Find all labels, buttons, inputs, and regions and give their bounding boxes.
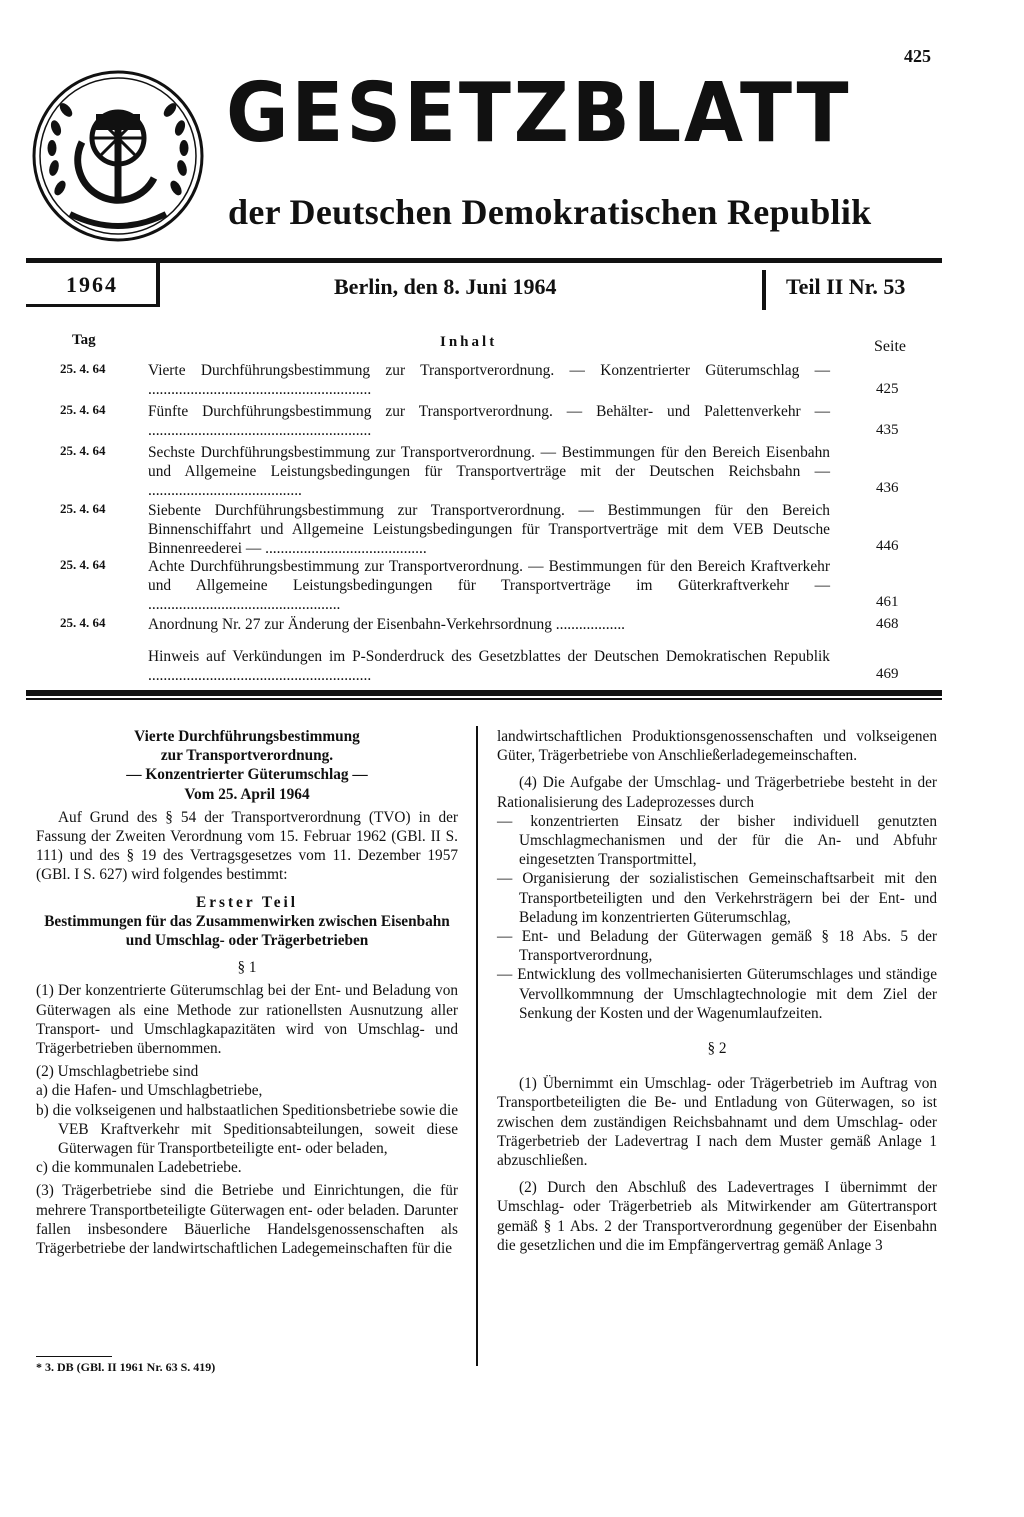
paragraph-continued: landwirtschaftlichen Produktionsgenossenschaften und volkseigenen Güter, Trägerbetriebe von Anschließerladegemeinschaften. bbox=[497, 728, 937, 765]
decree-title-line-2: zur Transportverordnung. bbox=[160, 747, 334, 765]
toc-entry-page: 469 bbox=[876, 666, 899, 682]
right-column bbox=[497, 727, 937, 1255]
toc-entry-page: 425 bbox=[876, 381, 899, 397]
list-item: b) die volkseigenen und halbstaatlichen Speditionsbetriebe sowie die VEB Kraftverkehr mit Speditionsabteilungen, soweit diese Güterwagen für Transportbeteiligte ent- oder beladen, bbox=[36, 1101, 458, 1158]
list-item: a) die Hafen- und Umschlagbetriebe, bbox=[36, 1082, 263, 1100]
toc-entry-title: Fünfte Durchführungsbestimmung zur Transportverordnung. — Behälter- und Palettenverkehr — .......................................................... bbox=[148, 403, 830, 439]
paragraph: (2) Umschlagbetriebe sind bbox=[36, 1063, 199, 1081]
page-number: 425 bbox=[904, 46, 931, 66]
footnote-rule bbox=[36, 1356, 112, 1357]
decree-subtitle: — Konzentrierter Güterumschlag — bbox=[126, 766, 368, 784]
toc-entry-date: 25. 4. 64 bbox=[60, 615, 106, 630]
toc-entry-date: 25. 4. 64 bbox=[60, 361, 106, 376]
toc-bottom-rule bbox=[26, 690, 942, 696]
toc-entry-date: 25. 4. 64 bbox=[60, 402, 106, 417]
list-item: — Entwicklung des vollmechanisierten Güterumschlages und ständige Vervollkommnung der Umschlagtechnologie mit dem Ziel der Senkung der Kosten und der Wagenumlaufzeiten. bbox=[497, 966, 937, 1022]
part-subtitle: Bestimmungen für das Zusammenwirken zwischen Eisenbahn und Umschlag- oder Trägerbetrieben bbox=[44, 912, 450, 950]
column-divider bbox=[476, 726, 478, 1366]
list-item: — Organisierung der sozialistischen Gemeinschaftsarbeit mit den Transportbeteiligten und den Verkehrsträgern bei der Ent- und Beladung im konzentrierten Güterumschlag, bbox=[497, 870, 937, 926]
top-rule bbox=[26, 258, 942, 263]
masthead-title: GESETZBLATT bbox=[226, 66, 852, 161]
toc-entry-page: 468 bbox=[876, 616, 899, 632]
section-heading: § 1 bbox=[237, 959, 257, 977]
toc-entry-title: Sechste Durchführungsbestimmung zur Transportverordnung. — Bestimmungen für den Bereich Eisenbahn und Allgemeine Leistungsbedingungen für Transportverträge mit der Deutschen Reichsbahn — ........................................ bbox=[148, 444, 830, 499]
toc-bottom-rule-thin bbox=[26, 698, 942, 700]
toc-entry-title: Siebente Durchführungsbestimmung zur Transportverordnung. — Bestimmungen für den Bereich Binnenschiffahrt und Allgemeine Leistungsbedingungen für Transportverträge mit dem VEB Deutsche Binnenreederei — .......................................... bbox=[148, 502, 830, 557]
gdr-state-emblem-icon bbox=[30, 68, 206, 244]
list-item: c) die kommunalen Ladebetriebe. bbox=[36, 1159, 242, 1177]
section-heading: § 2 bbox=[707, 1040, 727, 1058]
divider-part bbox=[762, 270, 766, 310]
decree-date: Vom 25. April 1964 bbox=[184, 785, 310, 803]
divider-year bbox=[156, 262, 160, 306]
toc-entry-title: Achte Durchführungsbestimmung zur Transportverordnung. — Bestimmungen für den Bereich Kraftverkehr und Allgemeine Leistungsbedingungen für Transportverträge im Güterkraftverkehr — .................................................. bbox=[148, 558, 830, 613]
part-title: Erster Teil bbox=[196, 893, 298, 911]
paragraph: (2) Durch den Abschluß des Ladevertrages I übernimmt der Umschlag- oder Trägerbetrieb als Mitwirkender am Gütertransport gemäß § 1 Abs. 2 der Transportverordnung gegenüber der Eisenbahn die gesetzlichen und die im Empfängervertrag gemäß Anlage 3 bbox=[497, 1179, 937, 1254]
paragraph: (1) Übernimmt ein Umschlag- oder Trägerbetrieb im Auftrag von Transportbeteiligten die Be- und Entladung von Güterwagen, so ist zwischen dem zuständigen Reichsbahnamt und dem Umschlag- oder Trägerbetrieb der Ladevertrag I nach dem Muster gemäß Anlage 1 abzuschließen. bbox=[497, 1075, 937, 1170]
list-item: — konzentrierten Einsatz der bisher individuell genutzten Umschlagmechanismen und der für die An- und Abfuhr eingesetzten Transportmittel, bbox=[497, 812, 937, 869]
toc-entry-page: 435 bbox=[876, 422, 899, 438]
toc-page-header: Seite bbox=[874, 338, 906, 355]
toc-date-header: Tag bbox=[72, 332, 96, 348]
issue-date: Berlin, den 8. Juni 1964 bbox=[334, 274, 557, 299]
toc-entry-page: 461 bbox=[876, 594, 899, 610]
toc-entry-date: 25. 4. 64 bbox=[60, 557, 106, 572]
footnote: * 3. DB (GBl. II 1961 Nr. 63 S. 419) bbox=[36, 1360, 216, 1374]
toc-entry-title: Anordnung Nr. 27 zur Änderung der Eisenbahn-Verkehrsordnung .................. bbox=[148, 616, 626, 633]
left-column bbox=[36, 727, 458, 1258]
masthead-subtitle: der Deutschen Demokratischen Republik bbox=[228, 192, 872, 232]
toc-entry-page: 446 bbox=[876, 538, 899, 554]
toc-entry-title: Vierte Durchführungsbestimmung zur Transportverordnung. — Konzentrierter Güterumschlag — .......................................................... bbox=[148, 362, 830, 398]
paragraph: (3) Trägerbetriebe sind die Betriebe und Einrichtungen, die für mehrere Transportbeteiligte Güterwagen ent- oder beladen. Darunter fallen insbesondere Bäuerliche Handelsgenossenschaften als Trägerbetriebe der landwirtschaftlichen Ladegemeinschaften für die bbox=[36, 1182, 458, 1258]
toc-entry-page: 436 bbox=[876, 480, 899, 496]
toc-entry-title: Hinweis auf Verkündungen im P-Sonderdruck des Gesetzblattes der Deutschen Demokratischen Republik .......................................................... bbox=[148, 648, 830, 684]
paragraph: (1) Der konzentrierte Güterumschlag bei der Ent- und Beladung von Güterwagen als eine Methode zur rationellsten Ausnutzung aller Transport- und Umschlagkapazitäten wird von Umschlag- und Trägerbetrieben übernommen. bbox=[36, 982, 458, 1058]
list-item: — Ent- und Beladung der Güterwagen gemäß § 18 Abs. 5 der Transportverordnung, bbox=[497, 928, 937, 965]
toc-title: Inhalt bbox=[440, 334, 498, 350]
issue-year: 1964 bbox=[66, 272, 118, 297]
toc-entry-date: 25. 4. 64 bbox=[60, 501, 106, 516]
preamble: Auf Grund des § 54 der Transportverordnung (TVO) in der Fassung der Zweiten Verordnung vom 15. Februar 1962 (GBl. II S. 111) und des § 19 des Vertragsgesetzes vom 11. Dezember 1957 (GBl. I S. 627) wird folgendes bestimmt: bbox=[36, 808, 458, 884]
decree-title-line-1: Vierte Durchführungsbestimmung bbox=[134, 728, 360, 745]
paragraph: (4) Die Aufgabe der Umschlag- und Trägerbetriebe besteht in der Rationalisierung des Ladeprozesses durch bbox=[497, 774, 937, 811]
toc-entry-date: 25. 4. 64 bbox=[60, 443, 106, 458]
issue-part-number: Teil II Nr. 53 bbox=[786, 274, 906, 299]
issue-underline bbox=[26, 304, 160, 307]
